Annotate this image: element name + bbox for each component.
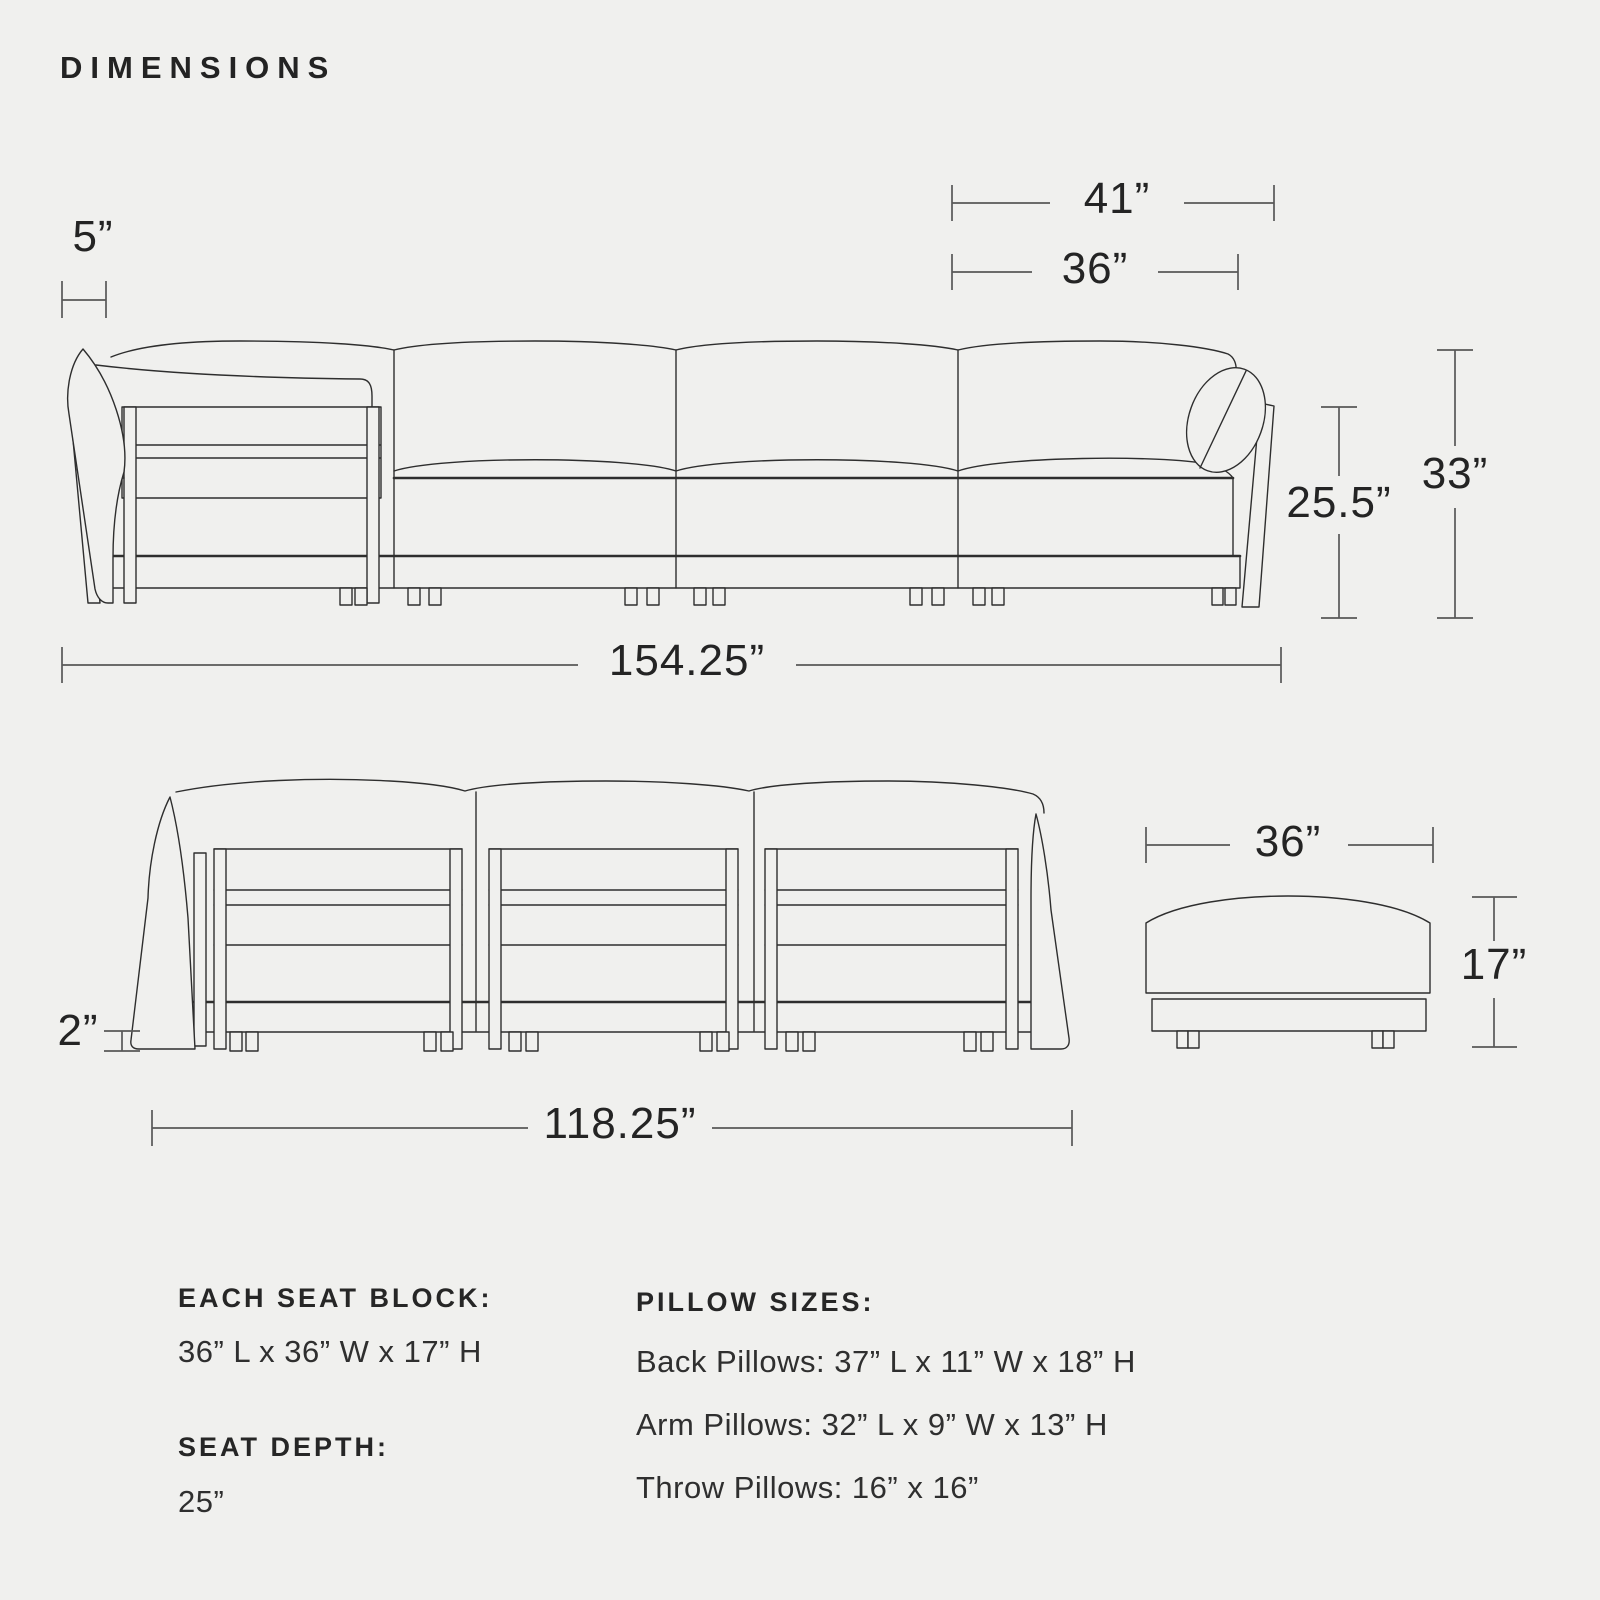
pillow-size-throw: Throw Pillows: 16” x 16”	[636, 1470, 979, 1505]
pillow-sizes-heading: PILLOW SIZES:	[636, 1287, 875, 1317]
dim-label-ottoman-width: 36”	[1254, 817, 1322, 866]
seat-block-heading: EACH SEAT BLOCK:	[178, 1283, 493, 1313]
dim-label-overall-width: 154.25”	[608, 636, 766, 685]
dim-label-seat-module-width: 36”	[1061, 244, 1129, 293]
dim-label-seat-back-height: 25.5”	[1286, 478, 1392, 527]
seat-depth-heading: SEAT DEPTH:	[178, 1432, 390, 1462]
dim-label-ottoman-height: 17”	[1460, 940, 1528, 989]
seat-block-value: 36” L x 36” W x 17” H	[178, 1334, 482, 1369]
dim-line-arm-width-5	[62, 281, 106, 318]
dim-label-leg-height: 2”	[57, 1006, 99, 1055]
page-title: DIMENSIONS	[60, 50, 337, 85]
pillow-size-back: Back Pillows: 37” L x 11” W x 18” H	[636, 1344, 1136, 1379]
dim-label-corner-module-width: 41”	[1083, 174, 1151, 223]
pillow-size-arm: Arm Pillows: 32” L x 9” W x 13” H	[636, 1407, 1108, 1442]
dim-label-back-overall-width: 118.25”	[543, 1099, 697, 1148]
dim-label-overall-height: 33”	[1421, 449, 1489, 498]
dim-label-arm-width: 5”	[72, 212, 114, 261]
seat-depth-value: 25”	[178, 1484, 225, 1519]
